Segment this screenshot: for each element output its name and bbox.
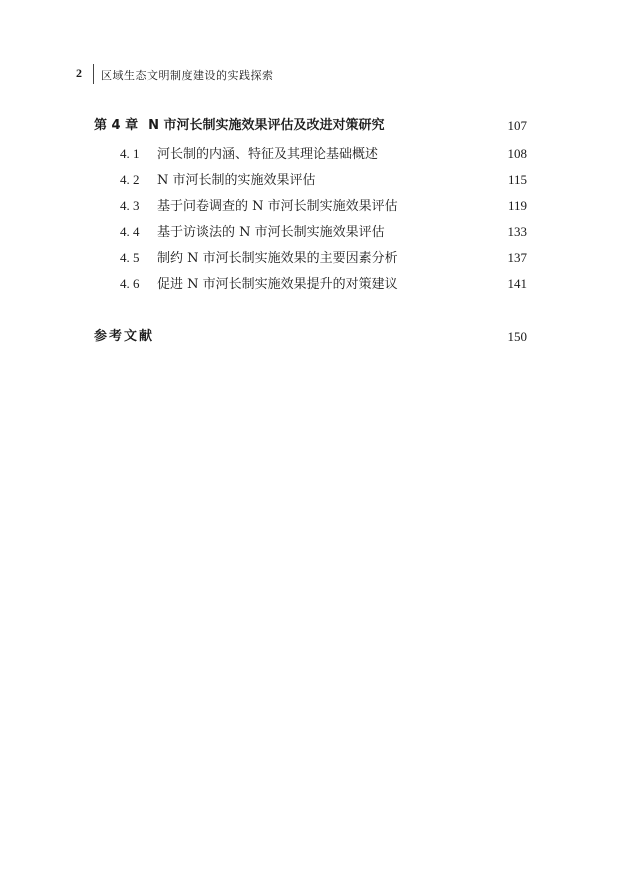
section-number: 4. 2: [120, 172, 140, 187]
section-page: 141: [507, 276, 527, 291]
toc-chapter-entry: [94, 117, 527, 135]
toc-section-entry: [94, 197, 527, 215]
section-number: 4. 5: [120, 250, 140, 265]
toc-section-entry: [94, 275, 527, 293]
references-page: 150: [507, 329, 527, 344]
chapter-page: 107: [507, 118, 527, 133]
section-page: 115: [507, 172, 527, 187]
toc-section-entry: [94, 145, 527, 163]
book-title: 区域生态文明制度建设的实践探索: [101, 69, 274, 82]
section-page: 108: [507, 146, 527, 161]
references-title: 参考文献: [94, 329, 155, 344]
section-title: 基于问卷调查的 N 市河长制实施效果评估: [157, 199, 398, 214]
section-page: 137: [507, 250, 527, 265]
toc-section-entry: [94, 223, 527, 241]
section-page: 119: [507, 198, 527, 213]
section-number: 4. 3: [120, 198, 140, 213]
toc-references-entry: [94, 328, 527, 346]
section-number: 4. 1: [120, 146, 140, 161]
section-number: 4. 6: [120, 276, 140, 291]
chapter-number: 第 4 章: [94, 118, 139, 133]
section-title: N 市河长制的实施效果评估: [157, 173, 316, 188]
chapter-title: N 市河长制实施效果评估及改进对策研究: [148, 118, 385, 133]
section-title: 河长制的内涵、特征及其理论基础概述: [157, 147, 379, 162]
section-title: 制约 N 市河长制实施效果的主要因素分析: [157, 251, 398, 266]
section-page: 133: [507, 224, 527, 239]
section-title: 基于访谈法的 N 市河长制实施效果评估: [157, 225, 385, 240]
section-title: 促进 N 市河长制实施效果提升的对策建议: [157, 277, 398, 292]
header-divider: [93, 64, 94, 84]
section-number: 4. 4: [120, 224, 140, 239]
toc-section-entry: [94, 249, 527, 267]
page-number: 2: [76, 66, 82, 80]
toc-section-entry: [94, 171, 527, 189]
